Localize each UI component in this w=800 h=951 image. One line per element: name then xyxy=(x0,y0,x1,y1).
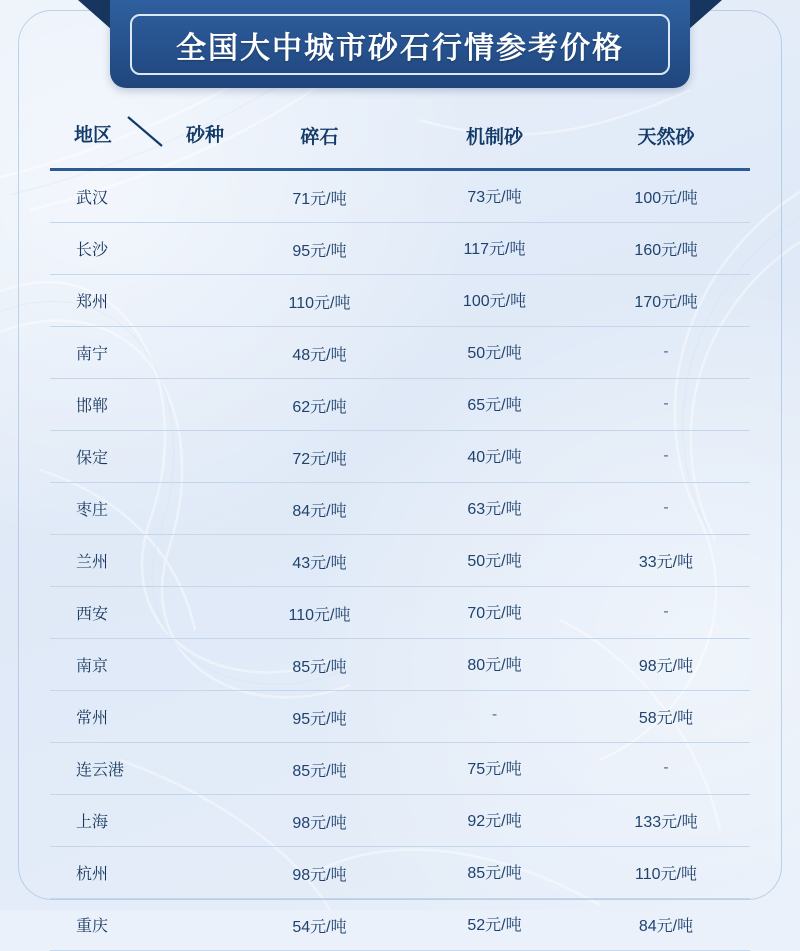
table-row xyxy=(50,587,750,639)
cell-city: 郑州 xyxy=(50,275,232,327)
cell-natural-sand-price: 84元/吨 xyxy=(582,899,750,951)
table-row xyxy=(50,743,750,795)
cell-city: 枣庄 xyxy=(50,483,232,535)
column-header-natural-sand: 天然砂 xyxy=(582,104,750,170)
table-row xyxy=(50,379,750,431)
banner xyxy=(110,0,690,88)
cell-manufactured-sand-price: 52元/吨 xyxy=(407,899,582,951)
cell-city: 长沙 xyxy=(50,223,232,275)
diagonal-slash-icon xyxy=(126,116,166,148)
cell-city: 保定 xyxy=(50,431,232,483)
cell-city: 邯郸 xyxy=(50,379,232,431)
table-row xyxy=(50,275,750,327)
cell-crushed-stone-price: 54元/吨 xyxy=(232,899,407,951)
cell-manufactured-sand-price: 63元/吨 xyxy=(407,483,582,535)
table-row xyxy=(50,535,750,587)
page-title: 全国大中城市砂石行情参考价格 xyxy=(176,31,624,65)
banner-inner-border xyxy=(130,14,670,75)
banner-area xyxy=(0,0,800,96)
sand-price-table xyxy=(50,104,750,951)
table-header xyxy=(50,104,750,170)
cell-crushed-stone-price: 71元/吨 xyxy=(232,170,407,223)
cell-city: 连云港 xyxy=(50,743,232,795)
cell-manufactured-sand-price: 50元/吨 xyxy=(407,327,582,379)
table-row xyxy=(50,691,750,743)
table-body xyxy=(50,170,750,951)
corner-box xyxy=(74,116,224,148)
cell-natural-sand-price: 98元/吨 xyxy=(582,639,750,691)
banner-ribbon-left xyxy=(78,0,112,30)
cell-manufactured-sand-price: 70元/吨 xyxy=(407,587,582,639)
corner-region-label: 地区 xyxy=(74,125,113,146)
cell-manufactured-sand-price: 75元/吨 xyxy=(407,743,582,795)
cell-crushed-stone-price: 110元/吨 xyxy=(232,275,407,327)
cell-manufactured-sand-price: 92元/吨 xyxy=(407,795,582,847)
table-corner-header xyxy=(50,104,232,170)
cell-natural-sand-price: 110元/吨 xyxy=(582,847,750,899)
cell-manufactured-sand-price: 85元/吨 xyxy=(407,847,582,899)
cell-city: 西安 xyxy=(50,587,232,639)
cell-natural-sand-price: 100元/吨 xyxy=(582,170,750,223)
cell-crushed-stone-price: 48元/吨 xyxy=(232,327,407,379)
table-row xyxy=(50,847,750,899)
table-container xyxy=(50,104,750,951)
cell-city: 上海 xyxy=(50,795,232,847)
table-row xyxy=(50,795,750,847)
column-header-manufactured-sand: 机制砂 xyxy=(407,104,582,170)
cell-manufactured-sand-price: 73元/吨 xyxy=(407,170,582,223)
cell-city: 兰州 xyxy=(50,535,232,587)
cell-crushed-stone-price: 98元/吨 xyxy=(232,795,407,847)
corner-kind-label: 砂种 xyxy=(185,125,224,146)
cell-natural-sand-price: - xyxy=(582,483,750,535)
cell-manufactured-sand-price: - xyxy=(407,691,582,743)
cell-crushed-stone-price: 84元/吨 xyxy=(232,483,407,535)
cell-city: 南宁 xyxy=(50,327,232,379)
cell-natural-sand-price: - xyxy=(582,587,750,639)
cell-manufactured-sand-price: 80元/吨 xyxy=(407,639,582,691)
table-header-row xyxy=(50,104,750,170)
cell-crushed-stone-price: 95元/吨 xyxy=(232,691,407,743)
cell-city: 重庆 xyxy=(50,899,232,951)
cell-crushed-stone-price: 85元/吨 xyxy=(232,639,407,691)
cell-crushed-stone-price: 95元/吨 xyxy=(232,223,407,275)
cell-natural-sand-price: - xyxy=(582,743,750,795)
cell-natural-sand-price: 33元/吨 xyxy=(582,535,750,587)
cell-crushed-stone-price: 43元/吨 xyxy=(232,535,407,587)
cell-city: 南京 xyxy=(50,639,232,691)
table-row xyxy=(50,327,750,379)
cell-city: 杭州 xyxy=(50,847,232,899)
banner-ribbon-right xyxy=(688,0,722,30)
column-header-crushed-stone: 碎石 xyxy=(232,104,407,170)
table-row xyxy=(50,899,750,951)
cell-city: 武汉 xyxy=(50,170,232,223)
cell-natural-sand-price: - xyxy=(582,327,750,379)
table-row xyxy=(50,431,750,483)
table-row xyxy=(50,483,750,535)
cell-crushed-stone-price: 72元/吨 xyxy=(232,431,407,483)
cell-crushed-stone-price: 85元/吨 xyxy=(232,743,407,795)
cell-crushed-stone-price: 110元/吨 xyxy=(232,587,407,639)
table-row xyxy=(50,639,750,691)
table-row xyxy=(50,223,750,275)
cell-natural-sand-price: - xyxy=(582,431,750,483)
cell-natural-sand-price: 58元/吨 xyxy=(582,691,750,743)
cell-manufactured-sand-price: 100元/吨 xyxy=(407,275,582,327)
cell-manufactured-sand-price: 50元/吨 xyxy=(407,535,582,587)
cell-manufactured-sand-price: 40元/吨 xyxy=(407,431,582,483)
cell-manufactured-sand-price: 65元/吨 xyxy=(407,379,582,431)
cell-city: 常州 xyxy=(50,691,232,743)
cell-crushed-stone-price: 98元/吨 xyxy=(232,847,407,899)
cell-natural-sand-price: 170元/吨 xyxy=(582,275,750,327)
cell-manufactured-sand-price: 117元/吨 xyxy=(407,223,582,275)
cell-natural-sand-price: 160元/吨 xyxy=(582,223,750,275)
table-row xyxy=(50,170,750,223)
cell-crushed-stone-price: 62元/吨 xyxy=(232,379,407,431)
cell-natural-sand-price: - xyxy=(582,379,750,431)
cell-natural-sand-price: 133元/吨 xyxy=(582,795,750,847)
